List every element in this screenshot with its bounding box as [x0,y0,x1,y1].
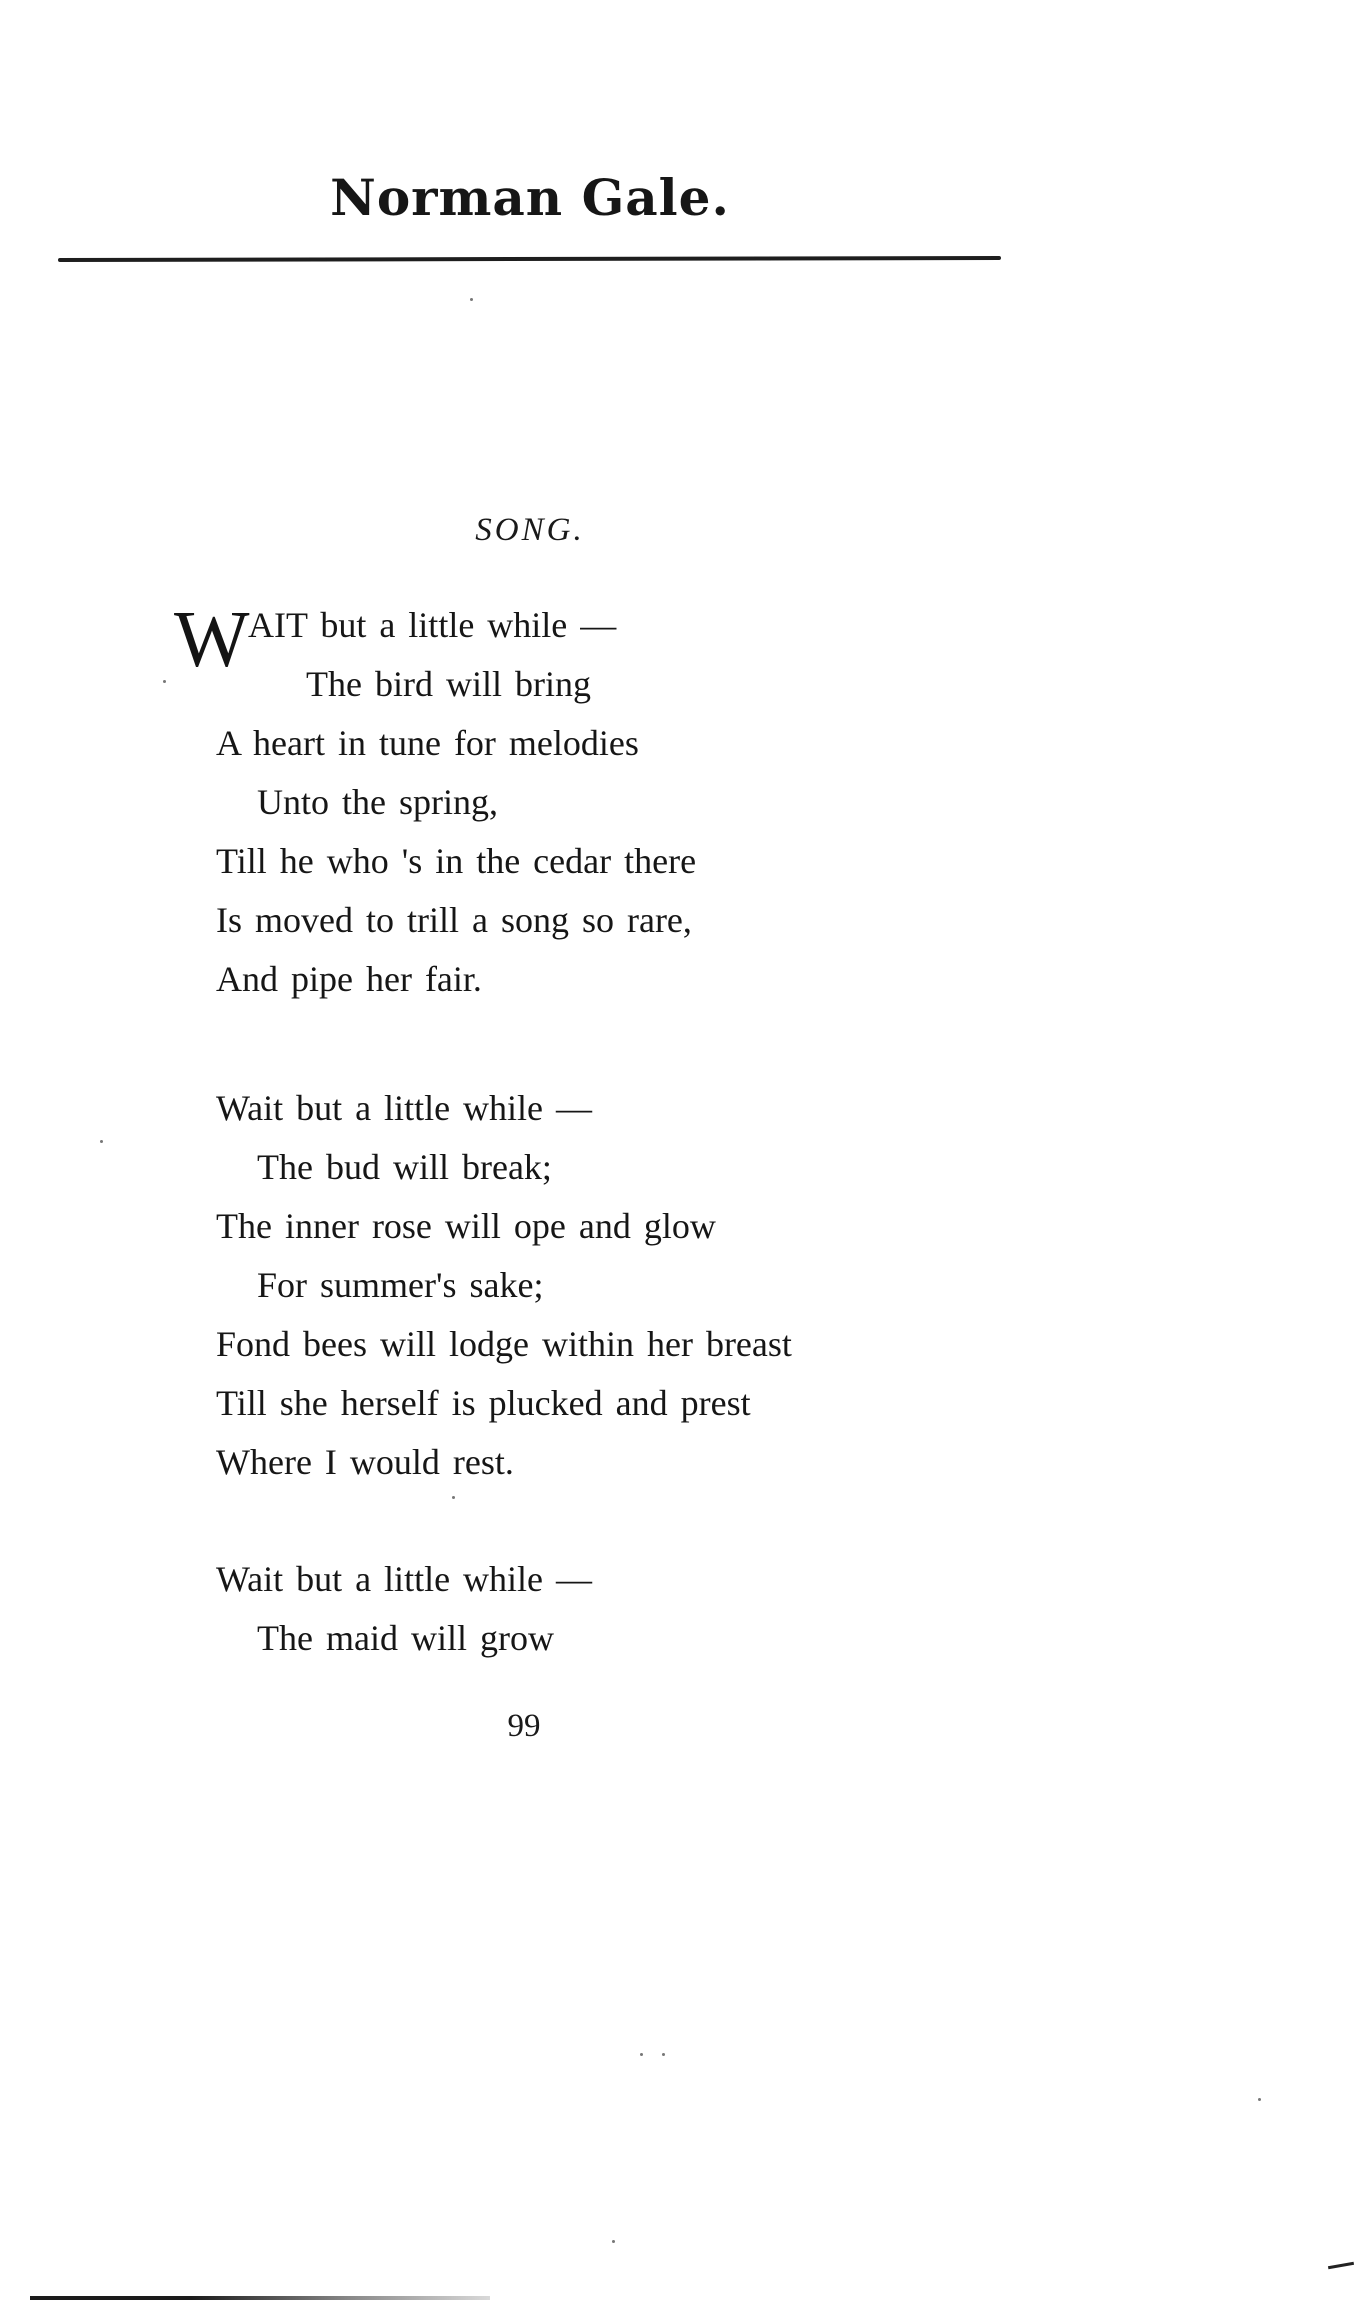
poem-line: The bird will bring [306,664,591,704]
corner-mark [1328,2262,1354,2269]
poem-line: Till he who 's in the cedar there [216,841,697,881]
drop-cap: W [174,596,250,684]
poem-title: SONG. [475,512,585,548]
poem-line: Is moved to trill a song so rare, [216,900,692,940]
poem-line: Wait but a little while — [216,1088,593,1128]
poem-body [174,596,1116,1668]
scan-speck [470,298,473,301]
poem-line: A heart in tune for melodies [216,723,639,763]
scan-speck [452,1496,455,1499]
scan-speck [612,2240,615,2243]
poem-line: Unto the spring, [257,782,498,822]
poem-line-text: AIT but a little while — [248,605,617,645]
poem-line: The bud will break; [257,1147,552,1187]
poem-line: The inner rose will ope and glow [216,1206,716,1246]
stanza-break [216,1009,1116,1079]
page-number: 99 [507,1708,541,1744]
poem-line: Till she herself is plucked and prest [216,1383,751,1423]
stanza-break [216,1492,1116,1550]
header-rule [58,256,1001,262]
poem-line: And pipe her fair. [216,959,482,999]
running-head: Norman Gale. [330,168,730,227]
poem-line: Wait but a little while — [216,1559,593,1599]
scan-speck [640,2053,643,2056]
poem-line: Where I would rest. [216,1442,514,1482]
scan-speck [1258,2098,1261,2101]
bottom-rule [30,2296,490,2300]
scan-speck [100,1140,103,1143]
scan-speck [662,2053,665,2056]
scan-speck [163,680,166,683]
poem-line: For summer's sake; [257,1265,544,1305]
poem-line: Fond bees will lodge within her breast [216,1324,792,1364]
poem-line: The maid will grow [257,1618,554,1658]
